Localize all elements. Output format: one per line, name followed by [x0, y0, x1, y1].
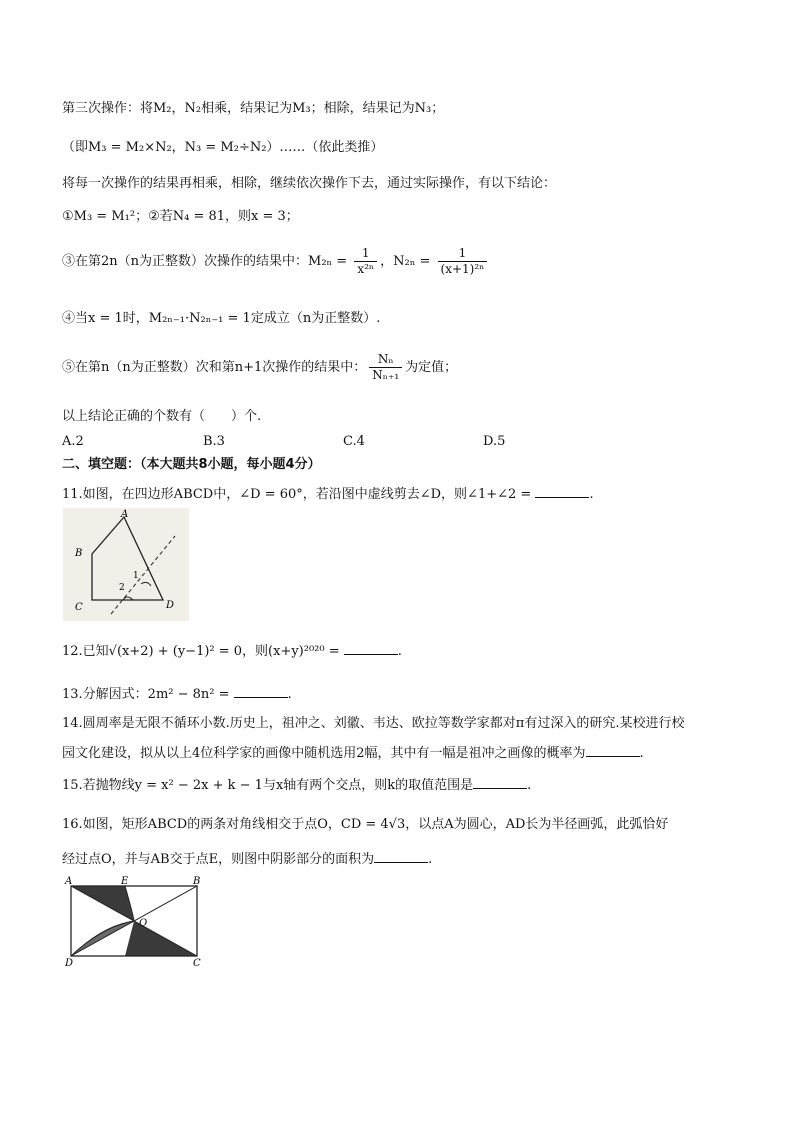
conclusion-1-2: ①M₃ = M₁²；②若N₄ = 81，则x = 3；	[62, 209, 299, 224]
conclusion-5	[62, 352, 457, 384]
answer-blank-13[interactable]	[234, 683, 288, 698]
n2n-numerator: 1	[438, 246, 488, 262]
question-13-end: .	[287, 687, 292, 702]
ratio-denominator: Nₙ₊₁	[372, 368, 400, 382]
label-c: C	[75, 602, 83, 613]
question-16-text: 经过点O，并与AB交于点E，则图中阴影部分的面积为	[62, 852, 375, 867]
label-o: O	[139, 918, 148, 929]
m2n-denominator: x²ⁿ	[357, 262, 375, 276]
label-b: B	[193, 876, 201, 887]
answer-blank-16[interactable]	[374, 848, 428, 863]
question-11	[62, 483, 594, 504]
question-15	[62, 774, 531, 795]
question-12	[62, 640, 402, 661]
m2n-label: M₂ₙ =	[308, 254, 352, 269]
label-a: A	[65, 876, 73, 887]
label-b: B	[75, 548, 83, 559]
answer-blank-14[interactable]	[586, 742, 640, 757]
question-14-end: .	[639, 746, 644, 761]
answer-blank-12[interactable]	[344, 640, 398, 655]
question-15-end: .	[527, 778, 532, 793]
answer-blank-15[interactable]	[473, 774, 527, 789]
m2n-fraction	[354, 246, 377, 277]
question-stem: 以上结论正确的个数有（ ）个.	[62, 409, 262, 424]
label-d: D	[166, 600, 175, 611]
question-12-end: .	[397, 644, 402, 659]
operation-3-formula: （即M₃ = M₂×N₂，N₃ = M₂÷N₂）……（依此类推）	[62, 140, 384, 155]
option-b: B.3	[203, 434, 225, 449]
section-2-heading: 二、填空题：（本大题共8小题，每小题4分）	[62, 457, 321, 472]
conclusion-3-prefix: ③在第2n（n为正整数）次操作的结果中：	[62, 254, 309, 269]
conclusion-3	[62, 246, 490, 278]
answer-blank-11[interactable]	[535, 483, 589, 498]
option-c: C.4	[343, 434, 365, 449]
n2n-denominator: (x+1)²ⁿ	[440, 262, 485, 276]
label-d: D	[65, 958, 74, 968]
label-e: E	[121, 876, 129, 887]
label-c: C	[193, 958, 201, 968]
ratio-fraction	[369, 352, 402, 383]
question-14-line-1: 14.圆周率是无限不循环小数.历史上，祖冲之、刘徽、韦达、欧拉等数学家都对π有过深入的研究.某校进行校	[62, 716, 685, 731]
ratio-numerator: Nₙ	[369, 352, 402, 368]
question-16-line-1: 16.如图，矩形ABCD的两条对角线相交于点O，CD = 4√3，以点A为圆心，AD长为半径画弧，此弧恰好	[62, 817, 669, 832]
question-16-end: .	[428, 852, 433, 867]
question-16-line-2	[62, 848, 432, 869]
label-2: 2	[119, 583, 125, 593]
question-14-line-2	[62, 742, 644, 763]
figure-rectangle	[63, 874, 207, 968]
conclusion-4: ④当x = 1时，M₂ₙ₋₁·N₂ₙ₋₁ = 1定成立（n为正整数）.	[62, 311, 381, 326]
conclusion-5-suffix: 为定值；	[405, 360, 458, 375]
m2n-numerator: 1	[354, 246, 377, 262]
label-1: 1	[133, 571, 139, 581]
label-a: A	[121, 509, 129, 520]
question-12-text: 12.已知√(x+2) + (y−1)² = 0，则(x+y)²⁰²⁰ =	[62, 644, 344, 659]
question-15-text: 15.若抛物线y = x² − 2x + k − 1与x轴有两个交点，则k的取值范围是	[62, 778, 474, 793]
question-13	[62, 683, 292, 704]
question-14-text: 园文化建设，拟从以上4位科学家的画像中随机选用2幅，其中有一幅是祖冲之画像的概率为	[62, 746, 586, 761]
n2n-fraction	[438, 246, 488, 277]
option-d: D.5	[483, 434, 506, 449]
n2n-label: N₂ₙ =	[393, 254, 435, 269]
question-11-text: 11.如图，在四边形ABCD中，∠D = 60°，若沿图中虚线剪去∠D，则∠1+∠2 =	[62, 487, 536, 502]
figure-quadrilateral	[63, 508, 189, 621]
option-a: A.2	[62, 434, 84, 449]
operation-3-text: 第三次操作：将M₂，N₂相乘，结果记为M₃；相除，结果记为N₃；	[62, 101, 445, 116]
question-13-text: 13.分解因式：2m² − 8n² =	[62, 687, 234, 702]
conclusion-3-sep: ，	[380, 254, 394, 269]
conclusion-5-prefix: ⑤在第n（n为正整数）次和第n+1次操作的结果中：	[62, 360, 367, 375]
continue-text: 将每一次操作的结果再相乘，相除，继续依次操作下去，通过实际操作，有以下结论：	[62, 176, 557, 191]
question-11-end: .	[589, 487, 594, 502]
